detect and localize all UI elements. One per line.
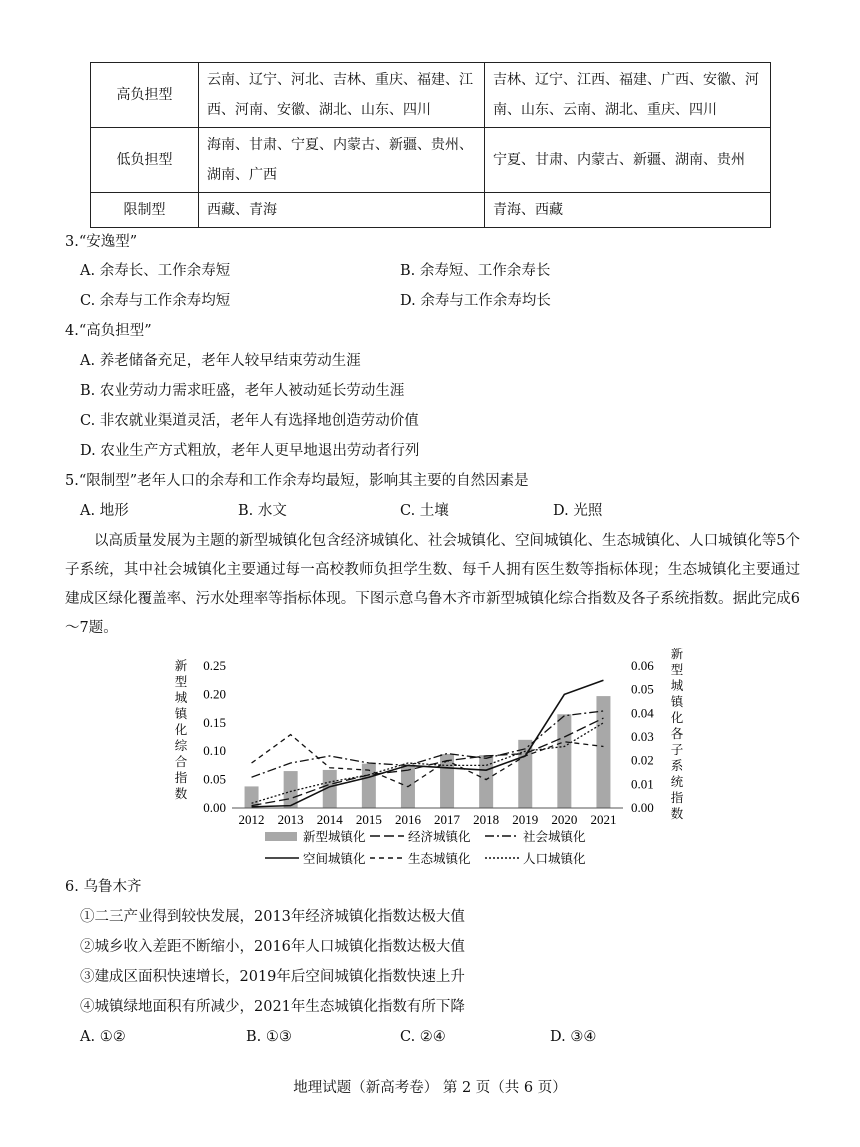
axis-title-char: 数 <box>174 787 188 801</box>
reading-passage: 以高质量发展为主题的新型城镇化包含经济城镇化、社会城镇化、空间城镇化、生态城镇化、人口城镇化等5个子系统，其中社会城镇化主要通过每一高校教师负担学生数、每千人拥有医生数等指标体现；生态城镇化主要通过建成区绿化覆盖率、污水处理率等指标体现。下图示意乌鲁木齐市新型城镇化综合指数及各子系统指数。据此完成6～7题。 <box>65 533 800 636</box>
row-type-label: 限制型 <box>91 193 199 228</box>
table-row <box>91 128 771 193</box>
question-5-stem: 5.“限制型”老年人口的余寿和工作余寿均最短，影响其主要的自然因素是 <box>65 473 529 489</box>
bar-group <box>245 696 611 808</box>
axis-title-char: 指 <box>174 771 188 785</box>
axis-title-char: 系 <box>670 759 684 773</box>
statement-1: ①二三产业得到较快发展，2013年经济城镇化指数达极大值 <box>80 909 465 925</box>
x-tick-label: 2012 <box>238 812 265 827</box>
question-3-stem: 3.“安逸型” <box>65 234 138 250</box>
option-b[interactable]: B. 余寿短、工作余寿长 <box>400 263 551 279</box>
option-d[interactable]: D. 光照 <box>553 503 603 519</box>
table-cell: 宁夏、甘肃、内蒙古、新疆、湖南、贵州 <box>485 128 771 193</box>
row-type-label: 低负担型 <box>91 128 199 193</box>
y-axis-label-left <box>175 659 189 801</box>
axis-title-char: 统 <box>670 775 684 789</box>
axis-title-char: 指 <box>670 791 684 805</box>
legend-label: 空间城镇化 <box>303 852 366 866</box>
axis-title-char: 镇 <box>670 695 684 709</box>
x-tick-label: 2015 <box>355 812 382 827</box>
series-line <box>252 718 604 806</box>
x-tick-label: 2017 <box>434 812 461 827</box>
legend-label: 生态城镇化 <box>408 852 471 866</box>
legend-label: 新型城镇化 <box>303 830 366 844</box>
chart-legend <box>265 829 586 866</box>
table-row <box>91 193 771 228</box>
statement-2: ②城乡收入差距不断缩小，2016年人口城镇化指数达极大值 <box>80 939 465 955</box>
option-a[interactable]: A. 养老储备充足，老年人较早结束劳动生涯 <box>80 353 361 369</box>
axis-title-char: 镇 <box>174 707 188 721</box>
x-tick-label: 2019 <box>512 812 539 827</box>
y-tick-label-right: 0.02 <box>631 752 654 768</box>
question-4-stem: 4.“高负担型” <box>65 323 152 339</box>
option-a[interactable]: A. ①② <box>80 1029 126 1045</box>
axis-title-char: 综 <box>174 739 188 753</box>
x-tick-label: 2013 <box>277 812 304 827</box>
y-axis-label-right <box>671 648 685 821</box>
table-cell: 海南、甘肃、宁夏、内蒙古、新疆、贵州、湖南、广西 <box>199 128 485 193</box>
axis-title-char: 子 <box>670 743 684 757</box>
axis-title-char: 各 <box>670 727 684 741</box>
bar <box>557 714 571 808</box>
y-tick-label-left: 0.25 <box>203 658 226 673</box>
option-c[interactable]: C. 非农就业渠道灵活，老年人有选择地创造劳动价值 <box>80 413 419 429</box>
axis-title-char: 合 <box>174 755 188 769</box>
table-cell: 青海、西藏 <box>485 193 771 228</box>
y-tick-label-right: 0.01 <box>631 776 654 792</box>
axis-title-char: 新 <box>670 648 684 661</box>
line-group <box>252 680 604 807</box>
y-tick-label-left: 0.10 <box>203 743 226 759</box>
option-d[interactable]: D. 农业生产方式粗放，老年人更早地退出劳动者行列 <box>80 443 420 459</box>
table-row <box>91 63 771 128</box>
axis-title-char: 城 <box>174 691 188 705</box>
series-line <box>252 723 604 803</box>
legend-label: 经济城镇化 <box>408 830 471 844</box>
option-a[interactable]: A. 余寿长、工作余寿短 <box>80 263 231 279</box>
option-b[interactable]: B. 农业劳动力需求旺盛，老年人被动延长劳动生涯 <box>80 383 405 399</box>
legend-label: 人口城镇化 <box>523 852 586 866</box>
bar <box>596 696 610 808</box>
statement-4: ④城镇绿地面积有所减少，2021年生态城镇化指数有所下降 <box>80 999 465 1015</box>
option-b[interactable]: B. ①③ <box>246 1029 292 1045</box>
axis-title-char: 型 <box>670 663 684 677</box>
table-cell: 云南、辽宁、河北、吉林、重庆、福建、江西、河南、安徽、湖北、山东、四川 <box>199 63 485 128</box>
axis-title-char: 城 <box>670 679 684 693</box>
y-tick-label-right: 0.03 <box>631 729 654 744</box>
y-tick-label-left: 0.00 <box>203 800 226 815</box>
y-tick-label-right: 0.04 <box>631 705 654 721</box>
y-tick-label-right: 0.06 <box>631 658 654 673</box>
axis-title-char: 数 <box>670 807 684 821</box>
y-tick-label-right: 0.00 <box>631 800 654 815</box>
question-6-stem: 6. 乌鲁木齐 <box>65 879 142 895</box>
x-tick-label: 2018 <box>473 812 500 827</box>
axis-title-char: 化 <box>174 723 188 737</box>
x-tick-label: 2016 <box>394 812 421 827</box>
statement-3: ③建成区面积快速增长，2019年后空间城镇化指数快速上升 <box>80 969 465 985</box>
y-tick-label-left: 0.20 <box>203 686 226 702</box>
y-tick-label-right: 0.05 <box>631 681 654 697</box>
option-c[interactable]: C. 余寿与工作余寿均短 <box>80 293 231 309</box>
legend-label: 社会城镇化 <box>523 830 586 844</box>
series-line <box>252 680 604 807</box>
x-tick-label: 2020 <box>551 812 578 827</box>
table-cell: 西藏、青海 <box>199 193 485 228</box>
x-tick-label: 2014 <box>316 812 343 827</box>
option-d[interactable]: D. 余寿与工作余寿均长 <box>400 293 551 309</box>
option-c[interactable]: C. ②④ <box>400 1029 446 1045</box>
y-tick-label-left: 0.15 <box>203 714 226 730</box>
table-cell: 吉林、辽宁、江西、福建、广西、安徽、河南、山东、云南、湖北、重庆、四川 <box>485 63 771 128</box>
option-d[interactable]: D. ③④ <box>550 1029 597 1045</box>
x-tick-label: 2021 <box>590 812 617 827</box>
urbanization-chart <box>165 648 695 873</box>
region-type-table <box>90 62 771 228</box>
y-tick-label-left: 0.05 <box>203 771 226 787</box>
option-a[interactable]: A. 地形 <box>80 503 129 519</box>
row-type-label: 高负担型 <box>91 63 199 128</box>
axis-title-char: 新 <box>174 659 188 673</box>
option-c[interactable]: C. 土壤 <box>400 503 449 519</box>
axis-title-char: 化 <box>670 711 684 725</box>
axis-title-char: 型 <box>174 675 188 689</box>
legend-swatch <box>265 832 297 841</box>
option-b[interactable]: B. 水文 <box>238 503 287 519</box>
page-footer: 地理试题（新高考卷） 第 2 页（共 6 页） <box>293 1080 567 1096</box>
